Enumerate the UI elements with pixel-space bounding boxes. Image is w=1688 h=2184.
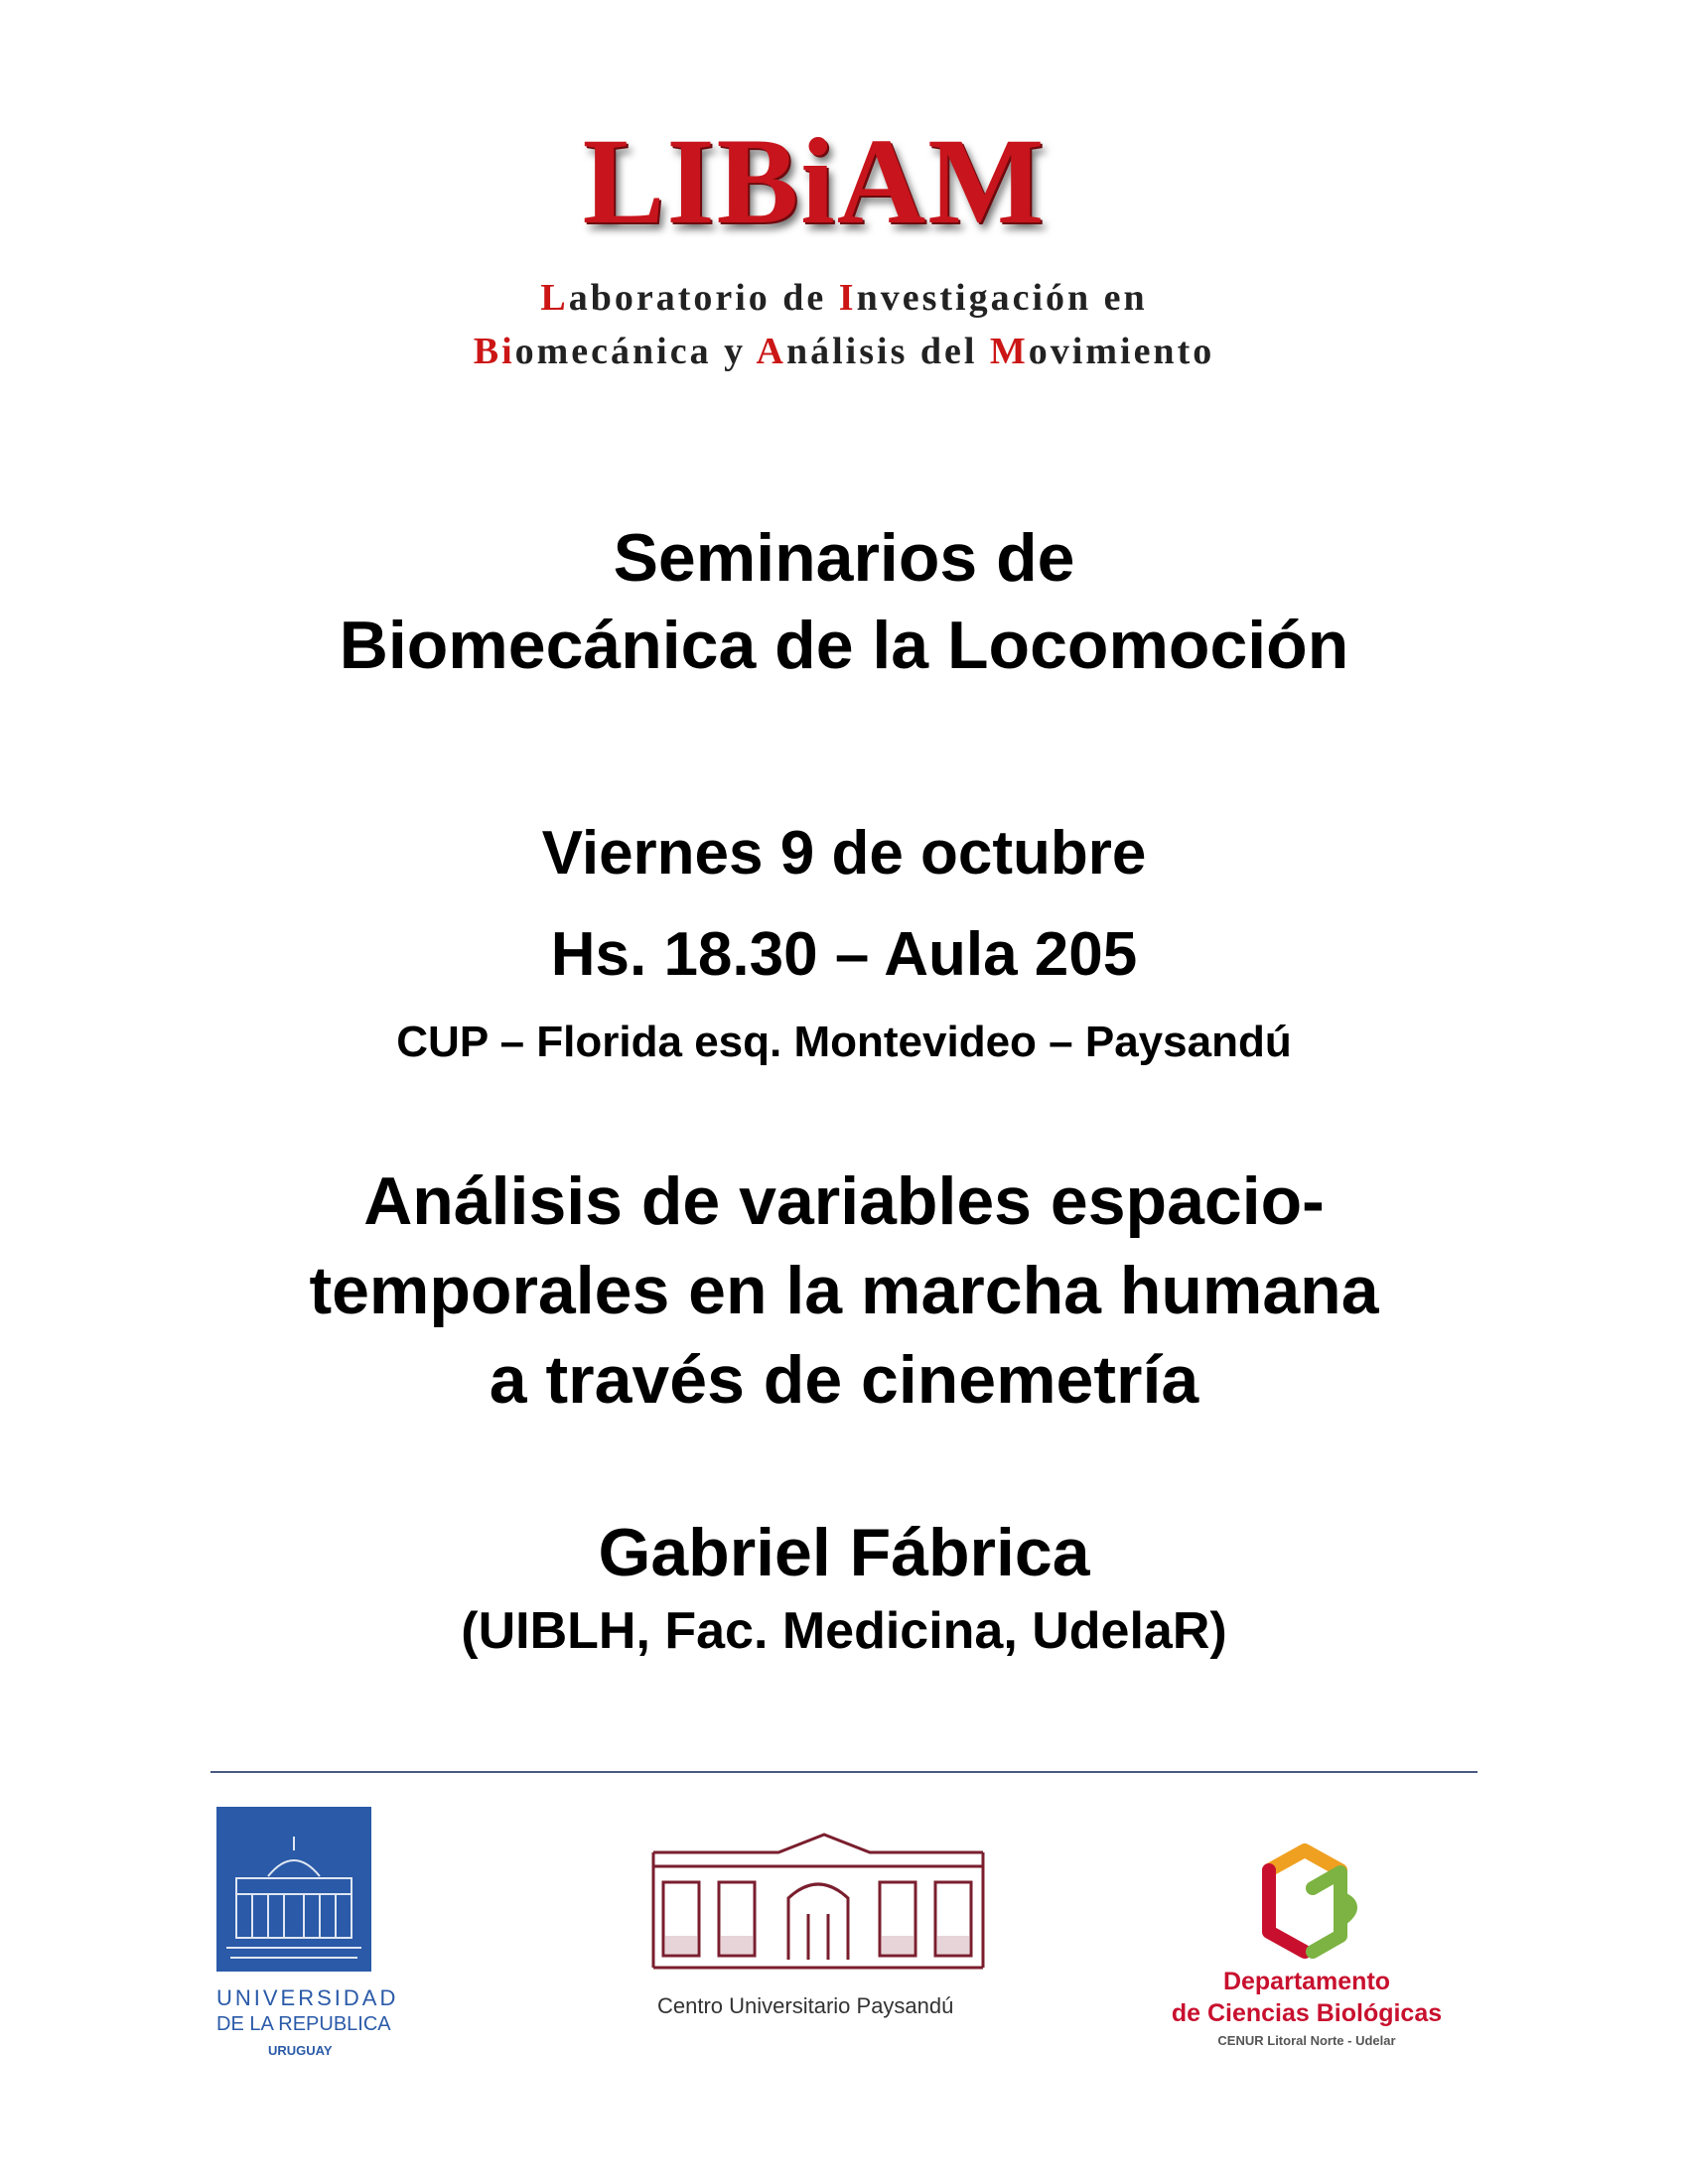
udelar-text-1: UNIVERSIDAD — [216, 1985, 399, 2010]
dcb-text-3: CENUR Litoral Norte - Udelar — [1217, 2033, 1396, 2048]
lab-name-segment: nálisis del — [785, 331, 990, 372]
university-building-icon — [216, 1807, 371, 1972]
lab-name-segment: ovimiento — [1028, 331, 1215, 372]
dcb-text-2: de Ciencias Biológicas — [1171, 1999, 1443, 2027]
cup-logo — [649, 1827, 987, 2035]
dcb-cube-icon — [1168, 1833, 1446, 1962]
dcb-text-1: Departamento — [1222, 1968, 1391, 1995]
talk-title-line-1: Análisis de variables espacio- — [363, 1163, 1325, 1239]
lab-name-segment: I — [838, 277, 857, 319]
libiam-logo: LIBiAM — [582, 113, 1047, 249]
speaker-affiliation: (UIBLH, Fac. Medicina, UdelaR) — [461, 1602, 1227, 1660]
talk-title-line-3: a través de cinemetría — [489, 1342, 1199, 1418]
lab-name-line-2 — [0, 330, 1688, 373]
lab-name-segment: M — [989, 331, 1029, 372]
event-date: Viernes 9 de octubre — [541, 819, 1147, 887]
seminar-title-line-2: Biomecánica de la Locomoción — [339, 608, 1349, 683]
lab-name-segment: omecánica y — [514, 331, 757, 372]
talk-title-line-2: temporales en la marcha humana — [309, 1253, 1379, 1328]
lab-name-segment: A — [756, 331, 786, 372]
cup-label: Centro Universitario Paysandú — [657, 1993, 954, 2018]
cup-building-icon — [649, 1827, 987, 1985]
udelar-text-2: DE LA REPUBLICA — [216, 2013, 391, 2035]
event-venue: CUP – Florida esq. Montevideo – Paysandú — [396, 1018, 1292, 1066]
lab-name-segment: nvestigación en — [856, 277, 1148, 319]
lab-name-segment: Bi — [473, 331, 515, 372]
footer-divider — [211, 1771, 1477, 1773]
udelar-logo — [216, 1807, 399, 2065]
lab-name-segment: L — [540, 277, 569, 319]
speaker-name: Gabriel Fábrica — [598, 1515, 1090, 1590]
dcb-logo — [1168, 1833, 1446, 2061]
seminar-title-line-1: Seminarios de — [613, 520, 1075, 596]
lab-name-segment: aboratorio de — [568, 277, 839, 319]
lab-name-line-1 — [0, 276, 1688, 320]
event-time-room: Hs. 18.30 – Aula 205 — [550, 920, 1138, 989]
udelar-text-3: URUGUAY — [268, 2043, 333, 2058]
